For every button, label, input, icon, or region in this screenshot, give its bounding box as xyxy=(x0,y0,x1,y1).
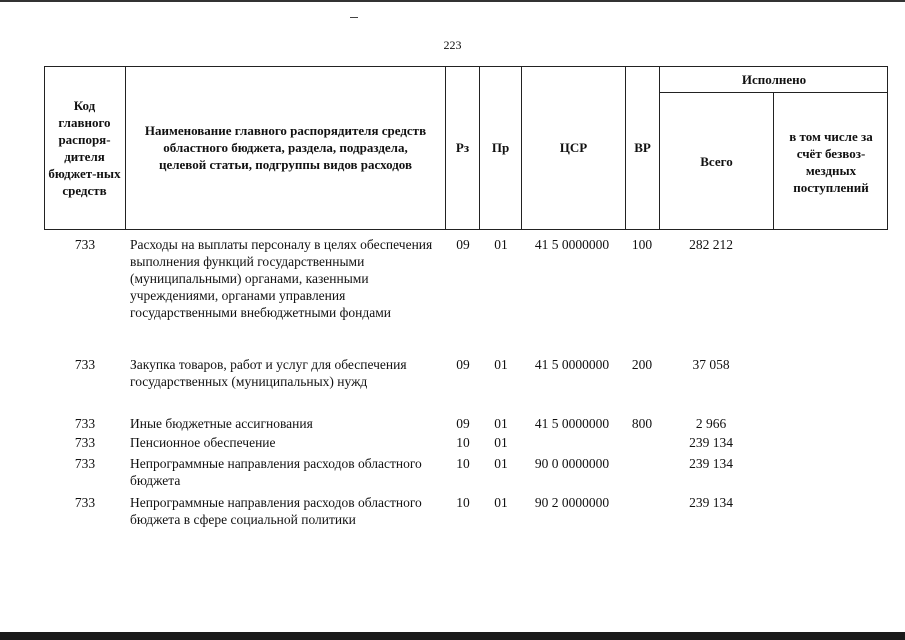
cell-csr: 41 5 0000000 xyxy=(534,237,610,252)
cell-name: Непрограммные направления расходов областного бюджета в сфере социальной политики xyxy=(130,495,422,527)
dash-mark xyxy=(350,17,358,18)
header-executed: Исполнено xyxy=(660,66,888,93)
top-rule xyxy=(0,0,905,2)
cell-name: Непрограммные направления расходов областного бюджета xyxy=(130,456,422,488)
cell-csr: 41 5 0000000 xyxy=(534,416,610,431)
cell-code: 733 xyxy=(74,357,96,372)
cell-total: 37 058 xyxy=(692,357,730,372)
cell-pr: 01 xyxy=(494,495,508,510)
cell-code: 733 xyxy=(74,416,96,431)
cell-code: 733 xyxy=(74,435,96,450)
cell-rz: 10 xyxy=(456,435,470,450)
header-name: Наименование главного распорядителя средств областного бюджета, раздела, подраздела, целевой статьи, подгруппы видов расходов xyxy=(126,66,446,230)
cell-pr: 01 xyxy=(494,456,508,471)
bottom-rule xyxy=(0,632,905,640)
cell-total: 239 134 xyxy=(689,435,733,450)
header-csr: ЦСР xyxy=(522,66,626,230)
cell-code: 733 xyxy=(74,456,96,471)
page-number: 223 xyxy=(443,38,462,52)
cell-code: 733 xyxy=(74,495,96,510)
header-code: Код главного распоря-дителя бюджет-ных средств xyxy=(44,66,126,230)
cell-csr: 41 5 0000000 xyxy=(534,357,610,372)
cell-rz: 09 xyxy=(456,237,470,252)
cell-vr: 200 xyxy=(631,357,653,372)
header-vr: ВР xyxy=(626,66,660,230)
cell-csr: 90 0 0000000 xyxy=(534,456,610,471)
cell-pr: 01 xyxy=(494,435,508,450)
cell-pr: 01 xyxy=(494,357,508,372)
cell-rz: 10 xyxy=(456,456,470,471)
cell-total: 282 212 xyxy=(689,237,733,252)
cell-rz: 09 xyxy=(456,357,470,372)
cell-rz: 10 xyxy=(456,495,470,510)
header-rz: Рз xyxy=(446,66,480,230)
cell-csr: 90 2 0000000 xyxy=(534,495,610,510)
cell-total: 2 966 xyxy=(695,416,727,431)
cell-name: Иные бюджетные ассигнования xyxy=(130,416,313,431)
cell-code: 733 xyxy=(74,237,96,252)
cell-pr: 01 xyxy=(494,237,508,252)
cell-total: 239 134 xyxy=(689,456,733,471)
header-pr: Пр xyxy=(480,66,522,230)
cell-name: Расходы на выплаты персоналу в целях обеспечения выполнения функций государственными (муниципальными) органами, казенными учреждениями, органами управления государственными внебюджетными фондами xyxy=(130,237,433,320)
cell-name: Закупка товаров, работ и услуг для обеспечения государственных (муниципальных) нужд xyxy=(130,357,407,389)
header-total: Всего xyxy=(660,93,774,230)
cell-vr: 100 xyxy=(631,237,653,252)
table-header xyxy=(44,66,888,230)
cell-total: 239 134 xyxy=(689,495,733,510)
cell-pr: 01 xyxy=(494,416,508,431)
header-incl: в том числе за счёт безвоз-мездных поступлений xyxy=(789,128,873,195)
cell-rz: 09 xyxy=(456,416,470,431)
cell-vr: 800 xyxy=(631,416,653,431)
cell-name: Пенсионное обеспечение xyxy=(130,435,276,450)
